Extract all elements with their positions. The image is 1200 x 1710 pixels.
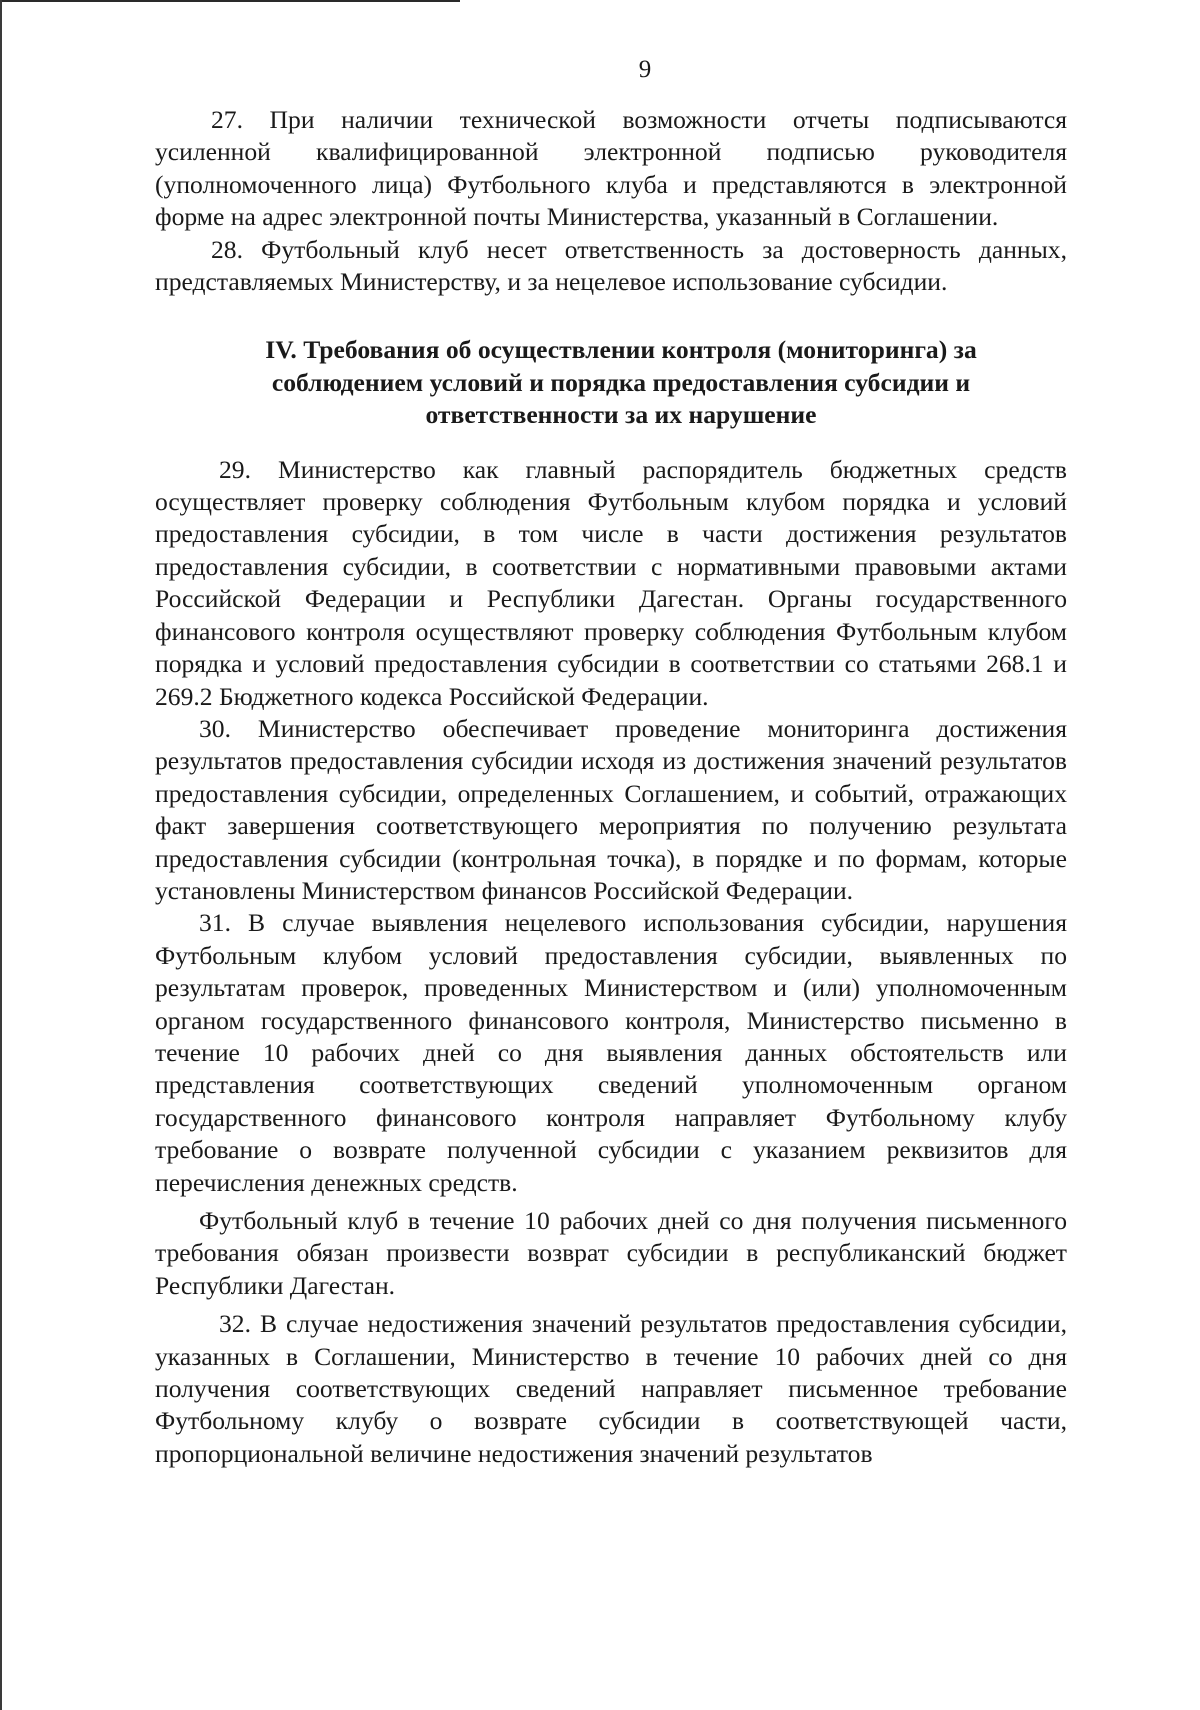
page-number: 9 <box>638 56 652 83</box>
paragraph-32: 32. В случае недостижения значений результатов предоставления субсидии, указанных в Соглашении, Министерство в течение 10 рабочих дней со дня получения соответствующих сведений направляет письменное требование Футбольному клубу о возврате субсидии в соответствующей части, пропорциональной величине недостижения значений результатов <box>155 1309 1067 1468</box>
paragraph-28: 28. Футбольный клуб несет ответственность за достоверность данных, представляемых Министерству, и за нецелевое использование субсидии. <box>155 234 1067 297</box>
section-heading: IV. Требования об осуществлении контроля (мониторинга) за соблюдением условий и порядка предоставления субсидии и ответственности за их нарушение <box>265 335 977 430</box>
paragraph-30: 30. Министерство обеспечивает проведение мониторинга достижения результатов предоставления субсидии исходя из достижения значений результатов предоставления субсидии, определенных Соглашением, и событий, отражающих факт завершения соответствующего мероприятия по получению результата предоставления субсидии (контрольная точка), в порядке и по формам, которые установлены Министерством финансов Российской Федерации. <box>155 713 1067 905</box>
paragraph-27: 27. При наличии технической возможности отчеты подписываются усиленной квалифицированной электронной подписью руководителя (уполномоченного лица) Футбольного клуба и представляются в электронной форме на адрес электронной почты Министерства, указанный в Соглашении. <box>155 105 1067 232</box>
scan-edge-left <box>0 0 2 1710</box>
paragraph-31: 31. В случае выявления нецелевого использования субсидии, нарушения Футбольным клубом условий предоставления субсидии, выявленных по результатам проверок, проведенных Министерством и (или) уполномоченным органом государственного финансового контроля, Министерство письменно в течение 10 рабочих дней со дня выявления данных обстоятельств или представления соответствующих сведений уполномоченным органом государственного финансового контроля направляет Футбольному клубу требование о возврате полученной субсидии с указанием реквизитов для перечисления денежных средств. <box>155 908 1067 1197</box>
paragraph-29: 29. Министерство как главный распорядитель бюджетных средств осуществляет проверку соблюдения Футбольным клубом порядка и условий предоставления субсидии, в том числе в части достижения результатов предоставления субсидии, в соответствии с нормативными правовыми актами Российской Федерации и Республики Дагестан. Органы государственного финансового контроля осуществляют проверку соблюдения Футбольным клубом порядка и условий предоставления субсидии в соответствии со статьями 268.1 и 269.2 Бюджетного кодекса Российской Федерации. <box>155 454 1067 711</box>
document-body <box>155 104 1067 1470</box>
paragraph-31-continuation: Футбольный клуб в течение 10 рабочих дней со дня получения письменного требования обязан произвести возврат субсидии в республиканский бюджет Республики Дагестан. <box>155 1206 1067 1300</box>
scan-edge-top <box>0 0 460 2</box>
